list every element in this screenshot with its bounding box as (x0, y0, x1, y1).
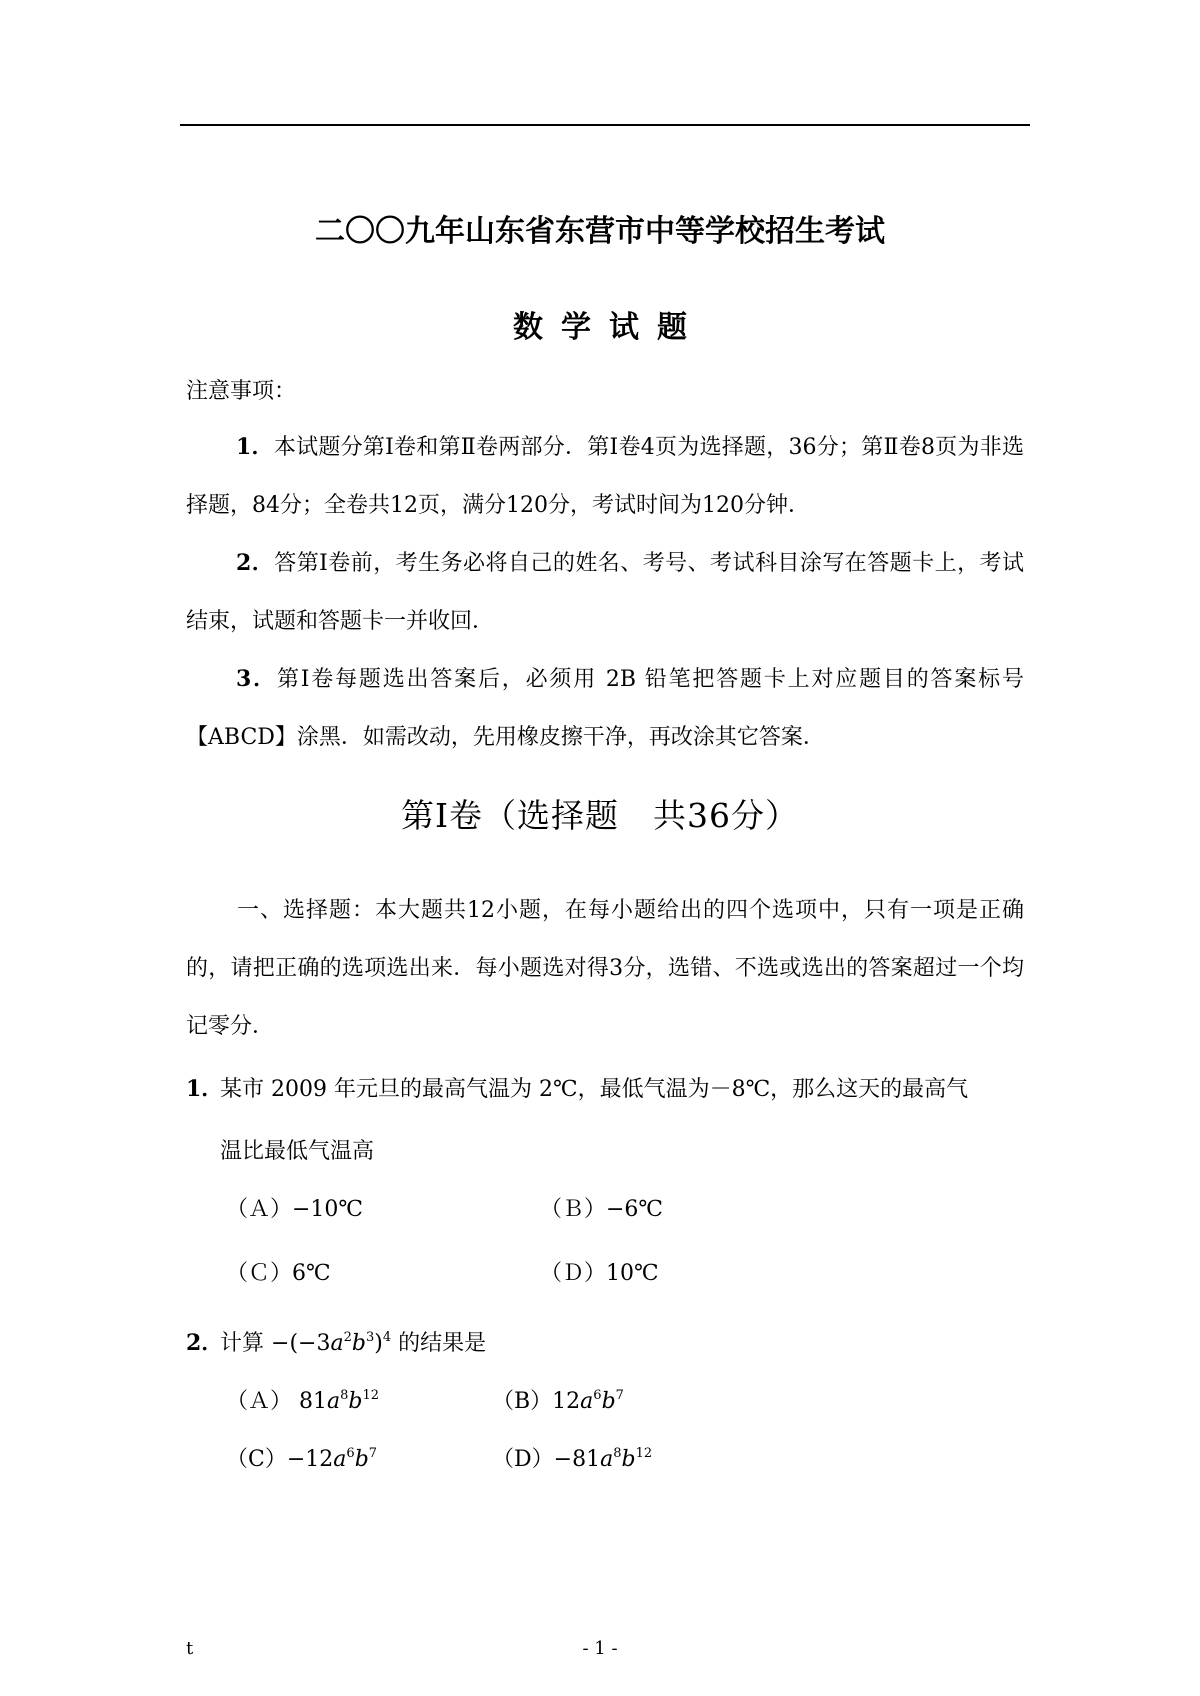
exp-b: 3 (365, 1330, 375, 1345)
expression (271, 1331, 391, 1356)
instructions-text: 一、选择题：本大题共12小题，在每小题给出的四个选项中，只有一项是正确的，请把正确的选项选出来．每小题选对得3分，选错、不选或选出的答案超过一个均记零分． (186, 898, 1024, 1039)
notice-text: 本试题分第Ⅰ卷和第Ⅱ卷两部分．第Ⅰ卷4页为选择题，36分；第Ⅱ卷8页为非选择题，84分；全卷共12页，满分120分，考试时间为120分钟． (186, 435, 1025, 518)
top-rule (180, 124, 1030, 126)
option-coef: 12 (552, 1389, 581, 1414)
option-label: （Ａ） (226, 1389, 293, 1414)
var-b: b (621, 1447, 636, 1472)
var-a: a (327, 1389, 341, 1414)
option-b (492, 1384, 624, 1415)
question-1-continued: 温比最低气温高 (220, 1139, 375, 1164)
section-title: 第Ⅰ卷（选择题 共36分） (400, 796, 800, 835)
exp-b: 12 (362, 1388, 380, 1403)
var-a: a (330, 1331, 344, 1356)
option-label: （C） (226, 1447, 287, 1472)
notice-item-3 (186, 650, 1024, 767)
option-label: （B） (492, 1389, 553, 1414)
option-a (226, 1384, 379, 1415)
section-instructions (186, 882, 1024, 1056)
option-c (226, 1442, 377, 1473)
exp-b: 12 (635, 1446, 653, 1461)
question-number: 1． (186, 1076, 224, 1102)
footer-mark: t (186, 1638, 194, 1659)
exam-title: 二〇〇九年山东省东营市中等学校招生考试 (315, 214, 885, 249)
notice-item-1 (186, 418, 1024, 535)
exam-subtitle: 数学试题 (513, 310, 705, 345)
var-a: a (333, 1447, 347, 1472)
notice-number: 2． (236, 550, 275, 576)
notice-number: 1． (236, 434, 274, 460)
option-b: （Ｂ）−6℃ (540, 1197, 664, 1222)
option-a: （Ａ）−10℃ (226, 1197, 364, 1222)
var-b: b (354, 1447, 369, 1472)
notice-text: 答第Ⅰ卷前，考生务必将自己的姓名、考号、考试科目涂写在答题卡上，考试结束，试题和答题卡一并收回． (186, 551, 1024, 634)
exp-a: 6 (593, 1388, 602, 1403)
expr-close: ) (374, 1331, 383, 1356)
question-text: 某市 2009 年元旦的最高气温为 2℃，最低气温为－8℃，那么这天的最高气 (220, 1077, 969, 1102)
question-prefix: 计算 (220, 1331, 265, 1356)
exp-b: 7 (615, 1388, 624, 1403)
var-b: b (601, 1389, 616, 1414)
exp-a: 6 (346, 1446, 355, 1461)
page-number: - 1 - (582, 1638, 618, 1659)
question-2 (186, 1326, 486, 1357)
option-coef: 81 (299, 1389, 328, 1414)
option-label: （D） (492, 1447, 554, 1472)
var-b: b (351, 1331, 366, 1356)
question-suffix: 的结果是 (398, 1331, 487, 1356)
expr-lead: −(−3 (271, 1331, 331, 1356)
question-number: 2． (186, 1330, 224, 1356)
notice-heading: 注意事项： (186, 379, 297, 404)
question-1 (186, 1072, 1024, 1103)
var-a: a (600, 1447, 614, 1472)
notice-item-2 (186, 534, 1024, 651)
notice-text: 第Ⅰ卷每题选出答案后，必须用 2B 铅笔把答题卡上对应题目的答案标号【ABCD】涂黑．如需改动，先用橡皮擦干净，再改涂其它答案． (186, 667, 1024, 750)
exp-a: 8 (340, 1388, 349, 1403)
exp-outer: 4 (382, 1330, 392, 1345)
option-coef: −81 (553, 1447, 601, 1472)
option-d: （Ｄ）10℃ (540, 1261, 659, 1286)
option-coef: −12 (286, 1447, 334, 1472)
exp-a: 8 (613, 1446, 622, 1461)
option-d (492, 1442, 652, 1473)
exp-b: 7 (368, 1446, 378, 1461)
exp-a: 2 (343, 1330, 352, 1345)
var-a: a (580, 1389, 594, 1414)
option-c: （Ｃ）6℃ (226, 1261, 331, 1286)
var-b: b (348, 1389, 363, 1414)
notice-number: 3． (236, 666, 277, 692)
